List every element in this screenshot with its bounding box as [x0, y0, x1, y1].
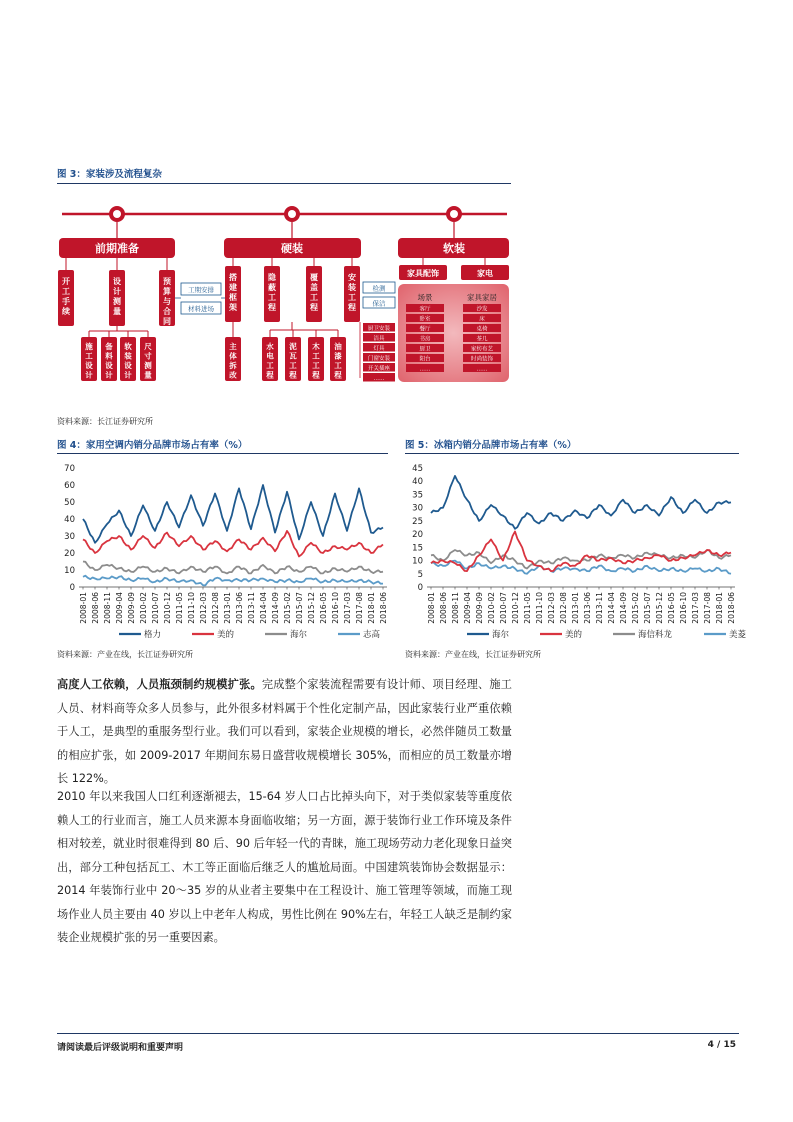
x-tick-label: 2010-07 — [498, 592, 508, 624]
hard-install-5: 开关插座 — [367, 365, 391, 372]
soft-item-5: 家纺布艺 — [470, 346, 494, 353]
prep-note-2: 材料进场 — [188, 305, 214, 313]
x-tick-label: 2012-08 — [558, 592, 568, 624]
y-tick-label: 20 — [412, 530, 423, 541]
hard-install-2: 洁具 — [373, 335, 385, 342]
x-tick-label: 2008-11 — [102, 592, 112, 624]
x-tick-label: 2017-08 — [354, 592, 364, 624]
x-tick-label: 2010-07 — [150, 592, 160, 624]
hard-install-4: 门窗安装 — [367, 355, 391, 362]
legend-label: 美菱 — [729, 630, 747, 640]
x-tick-label: 2012-03 — [198, 592, 208, 624]
soft-scene-3: 餐厅 — [419, 326, 431, 333]
figure5-chart — [405, 460, 747, 645]
x-tick-label: 2009-09 — [126, 592, 136, 624]
x-tick-label: 2013-01 — [570, 592, 580, 624]
x-tick-label: 2014-04 — [606, 592, 616, 624]
x-tick-label: 2011-05 — [174, 592, 184, 624]
x-tick-label: 2011-10 — [186, 592, 196, 624]
hard-sub-1: 主体拆改 — [229, 342, 237, 380]
x-tick-label: 2015-02 — [282, 592, 292, 624]
y-tick-label: 10 — [64, 566, 75, 576]
soft-scene-4: 书房 — [419, 336, 431, 343]
x-tick-label: 2016-05 — [666, 592, 676, 624]
prep-sub-3: 软装设计 — [124, 342, 132, 380]
x-tick-label: 2015-12 — [654, 592, 664, 624]
y-tick-label: 40 — [412, 477, 423, 488]
x-tick-label: 2017-03 — [690, 592, 700, 624]
series-line-格力 — [83, 485, 383, 543]
x-tick-label: 2011-10 — [534, 592, 544, 624]
y-tick-label: 30 — [412, 503, 423, 514]
hard-install-3: 灯具 — [373, 345, 385, 352]
y-tick-label: 50 — [64, 498, 75, 508]
x-tick-label: 2010-02 — [486, 592, 496, 624]
x-tick-label: 2013-11 — [594, 592, 604, 624]
figure3-title: 图 3：家装涉及流程复杂 — [57, 169, 162, 180]
x-tick-label: 2016-10 — [330, 592, 340, 624]
soft-scene-2: 卧室 — [419, 316, 431, 323]
prep-sub-4: 尺寸测量 — [144, 342, 152, 380]
x-tick-label: 2008-01 — [426, 592, 436, 624]
soft-item-7: …… — [476, 366, 488, 373]
x-tick-label: 2011-05 — [522, 592, 532, 624]
x-tick-label: 2013-01 — [222, 592, 232, 624]
soft-scene-6: 阳台 — [419, 356, 431, 363]
group-prep: 前期准备 — [95, 242, 139, 255]
timeline-marker-2 — [284, 206, 300, 222]
legend-label: 海信科龙 — [638, 630, 673, 640]
x-tick-label: 2015-02 — [630, 592, 640, 624]
y-tick-label: 5 — [417, 569, 423, 580]
footer-disclaimer: 请阅读最后评级说明和重要声明 — [57, 1043, 184, 1053]
legend-label: 海尔 — [492, 630, 510, 640]
y-tick-label: 70 — [64, 464, 75, 474]
soft-item-2: 床 — [479, 316, 485, 323]
timeline-marker-1 — [109, 206, 125, 222]
paragraph-1-text: 完成整个家装流程需要有设计师、项目经理、施工人员、材料商等众多人员参与，此外很多材料属于个性化定制产品，因此家装行业严重依赖于人工，是典型的重服务型行业。我们可以看到，家装企业规模的增长，必然伴随员工数量的相应扩张，如 2009-2017 年期间东易日盛营收规模增长 305%，而相应的员工数量亦增长 122%。 — [57, 678, 512, 785]
prep-sub-1: 施工设计 — [85, 342, 93, 380]
figure4-top-rule — [57, 453, 388, 454]
x-tick-label: 2013-11 — [246, 592, 256, 624]
paragraph-2: 2010 年以来我国人口红利逐渐褪去，15-64 岁人口占比掉头向下，对于类似家装等重度依赖人工的行业而言，施工人员来源本身面临收缩；另一方面，源于装饰行业工作环境及条件相对较差，就业时很难得到 80 后、90 后年轻一代的青睐，施工现场劳动力老化现象日益突出，部分工种包括瓦工、木工等正面临后继乏人的尴尬局面。中国建筑装饰协会数据显示：2014 年装饰行业中 20～35 岁的从业者主要集中在工程设计、施工管理等领域，而施工现场作业人员主要由 40 岁以上中老年人构成，男性比例在 90%左右，年轻工人缺乏是制约家装企业规模扩张的另一重要因素。 — [57, 790, 512, 944]
x-tick-label: 2018-06 — [378, 592, 388, 624]
group-hard: 硬装 — [281, 242, 303, 255]
x-tick-label: 2012-03 — [546, 592, 556, 624]
y-tick-label: 20 — [64, 549, 75, 559]
x-tick-label: 2009-04 — [114, 592, 124, 624]
x-tick-label: 2018-01 — [366, 592, 376, 624]
x-tick-label: 2018-01 — [714, 592, 724, 624]
x-tick-label: 2018-06 — [726, 592, 736, 624]
hard-step-1: 搭建框架 — [229, 273, 237, 312]
x-tick-label: 2013-06 — [582, 592, 592, 624]
x-tick-label: 2017-03 — [342, 592, 352, 624]
series-line-海尔 — [431, 476, 731, 529]
hard-install-1: 厨卫安装 — [367, 325, 391, 332]
x-tick-label: 2017-08 — [702, 592, 712, 624]
x-tick-label: 2015-07 — [642, 592, 652, 624]
x-tick-label: 2013-06 — [234, 592, 244, 624]
group-soft: 软装 — [443, 242, 465, 255]
y-tick-label: 60 — [64, 481, 75, 491]
hard-sub-3: 泥瓦工程 — [289, 342, 297, 380]
legend-label: 海尔 — [290, 630, 308, 640]
timeline-marker-3 — [446, 206, 462, 222]
x-tick-label: 2015-07 — [294, 592, 304, 624]
hard-sub-5: 油漆工程 — [334, 342, 342, 380]
hard-sub-4: 木工工程 — [312, 342, 320, 380]
prep-step-1: 开工手续 — [62, 277, 70, 316]
paragraph-1 — [57, 673, 512, 791]
legend-label: 格力 — [144, 630, 162, 640]
x-tick-label: 2015-12 — [306, 592, 316, 624]
figure5-source: 资料来源：产业在线，长江证券研究所 — [405, 650, 541, 659]
figure3-flowchart — [57, 200, 513, 390]
x-tick-label: 2016-05 — [318, 592, 328, 624]
hard-note-1: 检测 — [372, 284, 386, 293]
x-tick-label: 2010-02 — [138, 592, 148, 624]
x-tick-label: 2010-12 — [162, 592, 172, 624]
hard-step-4: 安装工程 — [348, 273, 356, 312]
x-tick-label: 2012-08 — [210, 592, 220, 624]
y-tick-label: 30 — [64, 532, 75, 542]
x-tick-label: 2008-01 — [78, 592, 88, 624]
prep-sub-2: 备料设计 — [105, 342, 113, 380]
prep-note-1: 工期安排 — [188, 286, 214, 294]
y-tick-label: 25 — [412, 516, 423, 527]
y-tick-label: 10 — [412, 556, 423, 567]
y-tick-label: 0 — [69, 583, 75, 593]
x-tick-label: 2014-09 — [618, 592, 628, 624]
soft-item-1: 沙发 — [476, 306, 488, 313]
soft-tab-2: 家电 — [477, 269, 493, 278]
soft-tab-1: 家具配饰 — [407, 269, 439, 278]
soft-col-1: 场景 — [417, 293, 433, 302]
soft-item-3: 桌椅 — [476, 326, 488, 333]
legend-label: 美的 — [217, 630, 235, 640]
figure4-chart — [57, 460, 392, 645]
soft-scene-7: …… — [419, 366, 431, 373]
soft-item-4: 茶几 — [476, 336, 488, 343]
figure3-top-rule — [57, 183, 511, 184]
legend-label: 志高 — [363, 630, 381, 640]
x-tick-label: 2008-06 — [90, 592, 100, 624]
footer-rule — [57, 1033, 739, 1034]
soft-scene-1: 客厅 — [419, 306, 431, 313]
figure4-source: 资料来源：产业在线，长江证券研究所 — [57, 650, 193, 659]
series-line-志高 — [83, 576, 383, 586]
figure5-title: 图 5：冰箱内销分品牌市场占有率（%） — [405, 440, 577, 451]
page-number: 4 / 15 — [707, 1040, 736, 1050]
x-tick-label: 2009-09 — [474, 592, 484, 624]
y-tick-label: 35 — [412, 490, 423, 501]
x-tick-label: 2008-11 — [450, 592, 460, 624]
soft-scene-5: 厨卫 — [419, 346, 431, 353]
y-tick-label: 0 — [417, 583, 423, 593]
x-tick-label: 2010-12 — [510, 592, 520, 624]
legend-label: 美的 — [565, 630, 583, 640]
hard-note-2: 保洁 — [372, 299, 386, 308]
hard-install-6: …… — [373, 375, 385, 382]
soft-item-6: 时尚装饰 — [470, 356, 494, 363]
series-line-美的 — [83, 531, 383, 557]
x-tick-label: 2009-04 — [462, 592, 472, 624]
figure5-top-rule — [405, 453, 739, 454]
hard-sub-2: 水电工程 — [266, 342, 274, 380]
figure3-source: 资料来源：长江证券研究所 — [57, 417, 153, 426]
series-line-海尔 — [83, 562, 383, 574]
x-tick-label: 2008-06 — [438, 592, 448, 624]
figure4-title: 图 4：家用空调内销分品牌市场占有率（%） — [57, 440, 248, 451]
y-tick-label: 15 — [412, 543, 423, 554]
y-tick-label: 40 — [64, 515, 75, 525]
x-tick-label: 2014-09 — [270, 592, 280, 624]
x-tick-label: 2016-10 — [678, 592, 688, 624]
x-tick-label: 2014-04 — [258, 592, 268, 624]
prep-step-3: 预算与合同 — [163, 277, 171, 326]
paragraph-1-lead: 高度人工依赖，人员瓶颈制约规模扩张。 — [57, 678, 262, 691]
y-tick-label: 45 — [412, 464, 423, 474]
prep-step-2: 设计测量 — [113, 277, 121, 316]
hard-step-3: 覆盖工程 — [310, 273, 318, 312]
soft-col-2: 家具家居 — [467, 293, 497, 302]
hard-step-2: 隐蔽工程 — [268, 273, 276, 312]
